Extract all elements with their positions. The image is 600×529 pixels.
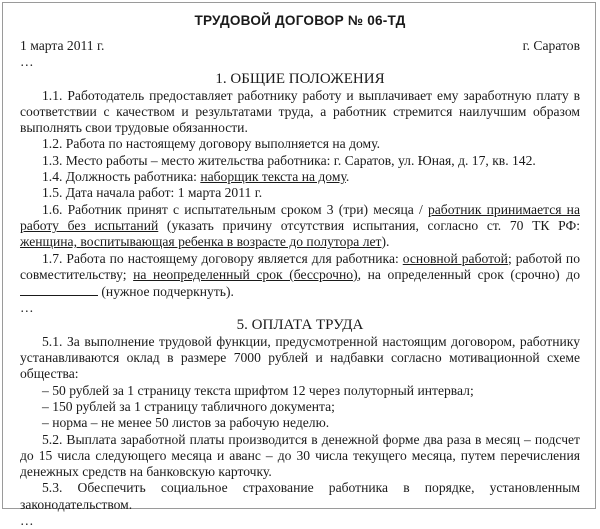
clause-1-7-end: (нужное подчеркнуть).	[98, 284, 234, 300]
clause-1-4	[20, 169, 580, 185]
contract-city: г. Саратов	[522, 38, 580, 53]
ellipsis-3: …	[20, 513, 34, 529]
clause-1-7-main-job: основной работой	[402, 250, 508, 266]
ellipsis-2: …	[20, 300, 34, 316]
clause-1-7	[20, 251, 580, 301]
clause-1-4-label: 1.4. Должность работника:	[42, 169, 201, 185]
list-item: – 50 рублей за 1 страницу текста шрифтом 12 через полуторный интервал;	[42, 382, 474, 398]
section-1-heading: 1. ОБЩИЕ ПОЛОЖЕНИЯ	[215, 70, 385, 87]
clause-1-6-start: 1.6. Работник принят с испытательным сроком 3 (три) месяца /	[42, 201, 428, 217]
document-title: ТРУДОВОЙ ДОГОВОР № 06-ТД	[194, 13, 406, 28]
section-5-heading: 5. ОПЛАТА ТРУДА	[236, 316, 364, 333]
clause-1-6	[20, 202, 580, 251]
clause-1-4-position: наборщик текста на дому	[200, 169, 346, 185]
clause-1-7-mid2: , на определенный срок (срочно) до	[357, 266, 580, 282]
clause-1-7-start: 1.7. Работа по настоящему договору является для работника:	[42, 250, 403, 266]
date-city-row	[20, 38, 580, 54]
clause-1-6-no-probation: работник принимается на работу без испытаний	[20, 201, 580, 233]
clause-1-1: 1.1. Работодатель предоставляет работнику работу и выплачивает ему заработную плату в соответствии с качеством и результатами труда, а работник стремится наилучшим образом выполнять свои трудовые обязанности.	[20, 87, 580, 136]
clause-1-6-end: ).	[381, 234, 390, 250]
term-blank-line	[20, 283, 98, 296]
clause-5-3: 5.3. Обеспечить социальное страхование работника в порядке, установленным законодательством.	[20, 480, 580, 512]
clause-1-7-indefinite: на неопределенный срок (бессрочно)	[133, 266, 358, 282]
clause-5-1: 5.1. За выполнение трудовой функции, предусмотренной настоящим договором, работнику устанавливаются оклад в размере 7000 рублей и надбавки согласно мотивационной схеме общества:	[20, 333, 580, 382]
clause-1-6-mid: (указать причину отсутствия испытания, согласно ст. 70 ТК РФ:	[158, 217, 580, 233]
contract-document	[20, 13, 580, 529]
list-item: – 150 рублей за 1 страницу табличного документа;	[42, 398, 335, 414]
clause-1-2: 1.2. Работа по настоящему договору выполняется на дому.	[42, 136, 380, 152]
clause-5-2: 5.2. Выплата заработной платы производится в денежной форме два раза в месяц – подсчет до 15 числа следующего месяца и аванс – до 30 числа текущего месяца, путем перечисления денежных средств на банковскую карточку.	[20, 431, 580, 480]
clause-1-6-reason: женщина, воспитывающая ребенка в возрасте до полутора лет	[20, 234, 382, 250]
contract-date: 1 марта 2011 г.	[20, 38, 105, 53]
ellipsis-1: …	[20, 54, 34, 70]
clause-1-4-end: .	[345, 169, 350, 185]
clause-1-5: 1.5. Дата начала работ: 1 марта 2011 г.	[42, 185, 263, 201]
clause-1-7-mid1: ; работой по совместительству;	[20, 250, 580, 282]
clause-1-3: 1.3. Место работы – место жительства работника: г. Саратов, ул. Юная, д. 17, кв. 142.	[42, 152, 536, 168]
list-item: – норма – не менее 50 листов за рабочую неделю.	[42, 415, 330, 431]
